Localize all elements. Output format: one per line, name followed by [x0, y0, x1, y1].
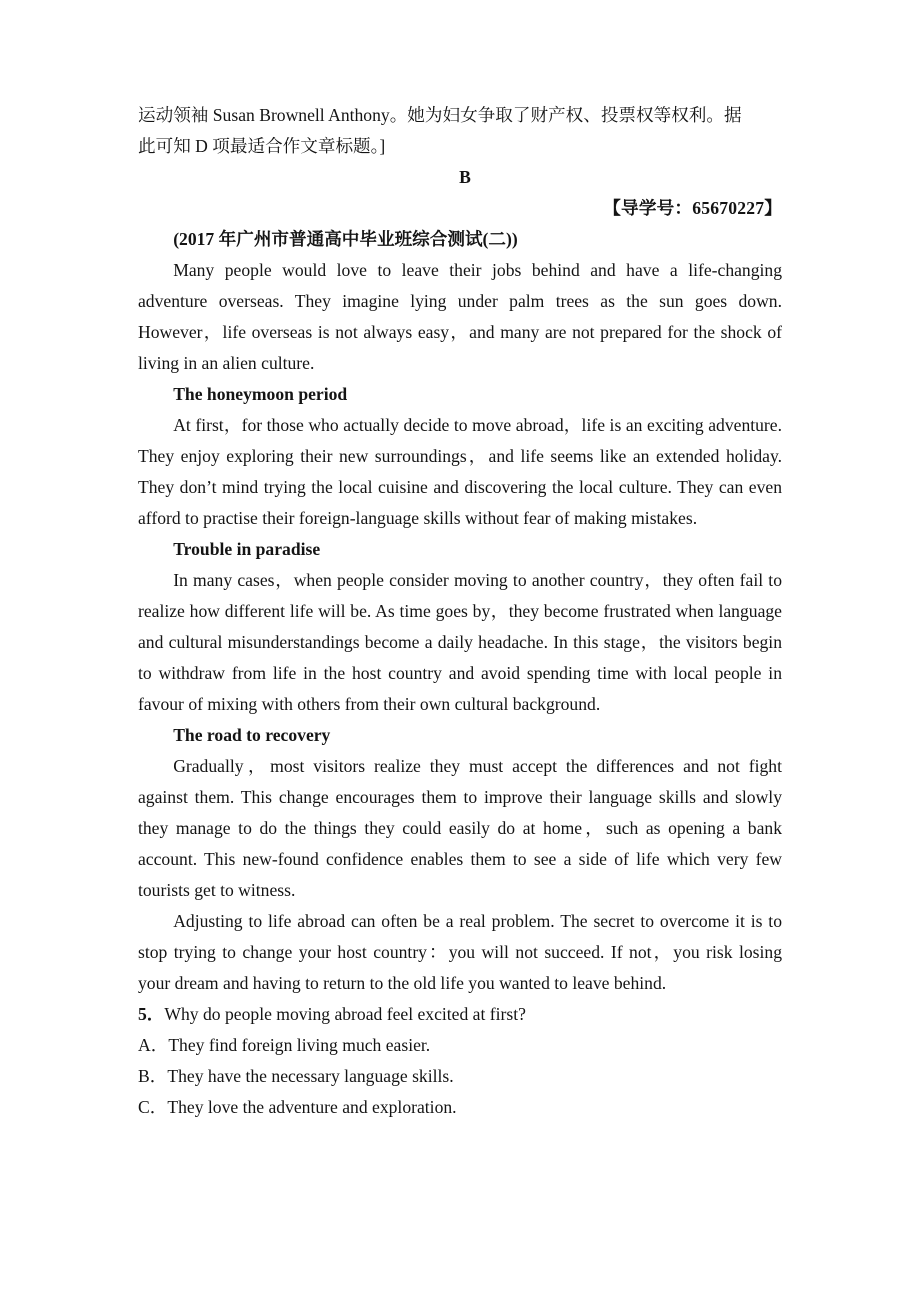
answer-analysis-block: [138, 100, 782, 162]
option-label-c: C．: [138, 1097, 168, 1117]
answer-option-c[interactable]: [138, 1092, 782, 1123]
section-letter: B: [459, 167, 471, 187]
question-stem: [138, 999, 782, 1030]
answer-option-a[interactable]: [138, 1030, 782, 1061]
answer-option-b[interactable]: [138, 1061, 782, 1092]
exam-source: (2017 年广州市普通高中毕业班综合测试(二)): [173, 229, 518, 249]
passage-paragraph: Gradually，most visitors realize they must accept the differences and not fight against them. This change encourages them to improve their language skills and slowly they manage to do the things they could easily do at home，such as opening a bank account. This new‑found confidence enables them to see a side of life which very few tourists get to witness.: [138, 756, 782, 900]
question-text: Why do people moving abroad feel excited at first?: [164, 1004, 526, 1024]
option-text-c: They love the adventure and exploration.: [167, 1097, 457, 1117]
analysis-line-2: 此可知 D 项最适合作文章标题。]: [138, 136, 386, 156]
passage-subheading: The road to recovery: [173, 725, 331, 745]
page-content: [138, 100, 782, 1123]
passage-intro: Many people would love to leave their jobs behind and have a life‑changing adventure overseas. They imagine lying under palm trees as the sun goes down. However，life overseas is not always easy，and many are not prepared for the shock of living in an alien culture.: [138, 260, 782, 373]
option-label-b: B．: [138, 1066, 168, 1086]
passage-subheading: The honeymoon period: [173, 384, 348, 404]
option-label-a: A．: [138, 1035, 169, 1055]
passage-paragraph: In many cases，when people consider moving to another country，they often fail to realize how different life will be. As time goes by，they become frustrated when language and cultural misunderstandings become a daily headache. In this stage，the visitors begin to withdraw from life in the host country and avoid spending time with local people in favour of mixing with others from their own cultural background.: [138, 570, 782, 714]
option-text-a: They find foreign living much easier.: [168, 1035, 431, 1055]
guide-number: 【导学号：65670227】: [603, 198, 782, 218]
option-text-b: They have the necessary language skills.: [167, 1066, 454, 1086]
passage-conclusion: Adjusting to life abroad can often be a real problem. The secret to overcome it is to stop trying to change your host country：you will not succeed. If not，you risk losing your dream and having to return to the old life you wanted to leave behind.: [138, 911, 782, 993]
question-number: 5．: [138, 1004, 165, 1024]
passage-subheading: Trouble in paradise: [173, 539, 321, 559]
passage-paragraph: At first，for those who actually decide to move abroad，life is an exciting adventure. They enjoy exploring their new surroundings，and life seems like an extended holiday. They don’t mind trying the local cuisine and discovering the local culture. They can even afford to practise their foreign-language skills without fear of making mistakes.: [138, 415, 782, 528]
analysis-line-1: 运动领袖 Susan Brownell Anthony。她为妇女争取了财产权、投票权等权利。据: [138, 105, 742, 125]
